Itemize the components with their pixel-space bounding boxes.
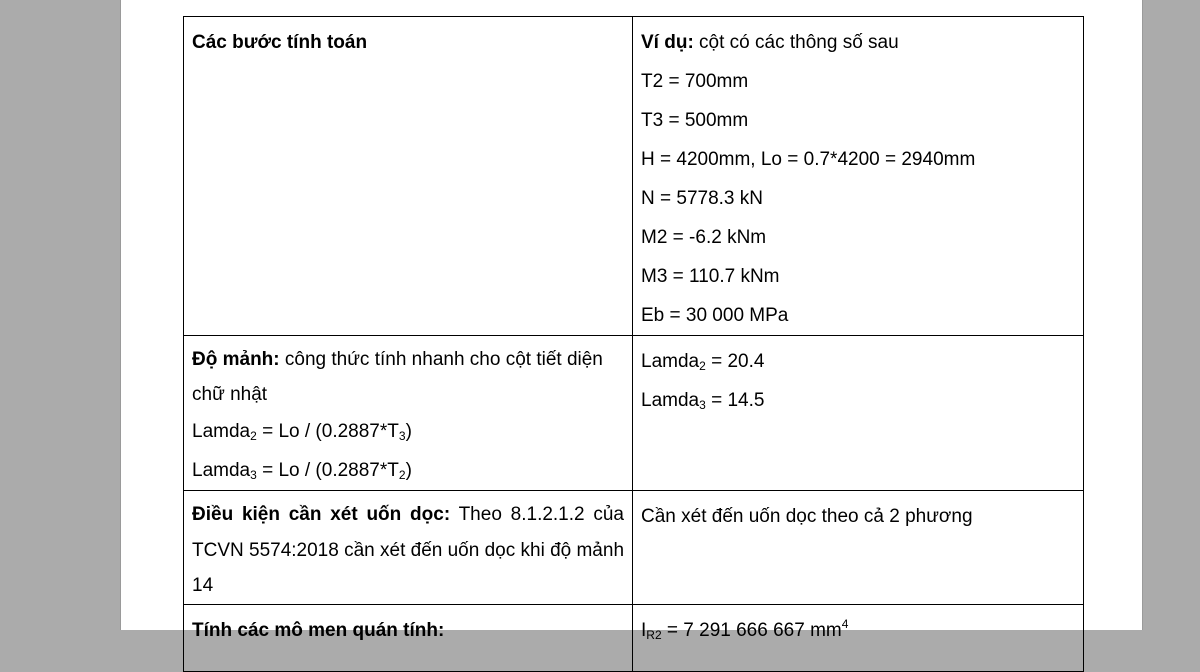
inertia-text: = 7 291 666 667 mm xyxy=(661,619,842,641)
buckling-result-cell xyxy=(633,491,1084,605)
inertia-subscript: R2 xyxy=(646,627,662,642)
param-t3: T3 = 500mm xyxy=(641,110,749,131)
formula-text: = Lo / (0.2887*T xyxy=(256,421,399,442)
formula-subscript: 3 xyxy=(250,468,257,482)
param-h-lo: H = 4200mm, Lo = 0.7*4200 = 2940mm xyxy=(641,149,976,170)
formula-text: ) xyxy=(405,460,412,481)
slenderness-cell xyxy=(184,336,633,491)
result-text: Lamda xyxy=(641,351,700,372)
param-m3: M3 = 110.7 kNm xyxy=(641,266,780,287)
buckling-result: Cần xét đến uốn dọc theo cả 2 phương xyxy=(641,506,973,527)
formula-lamda2 xyxy=(192,412,624,451)
example-intro-text: cột có các thông số sau xyxy=(693,32,899,53)
result-lamda3 xyxy=(641,381,1075,420)
formula-subscript: 2 xyxy=(398,468,406,482)
result-text: = 20.4 xyxy=(705,351,765,372)
buckling-heading: Điều kiện cần xét uốn dọc: xyxy=(192,504,451,525)
result-text: = 14.5 xyxy=(705,390,765,411)
slenderness-heading: Độ mảnh: xyxy=(192,349,280,370)
param-n: N = 5778.3 kN xyxy=(641,188,763,209)
steps-header-cell xyxy=(184,17,633,336)
slenderness-result-cell xyxy=(633,336,1084,491)
formula-lamda3 xyxy=(192,451,624,490)
result-subscript: 3 xyxy=(699,398,706,412)
inertia-cell xyxy=(184,604,633,671)
calculation-table xyxy=(183,16,1084,672)
inertia-ir2 xyxy=(641,611,1075,650)
result-lamda2 xyxy=(641,342,1075,381)
formula-subscript: 2 xyxy=(250,429,257,443)
buckling-text: Theo 8.1.2.1.2 của TCVN 5574:2018 cần xét đến uốn dọc khi độ mảnh 14 xyxy=(192,504,625,596)
slenderness-description xyxy=(192,342,624,412)
formula-text: ) xyxy=(405,421,412,442)
table-row xyxy=(184,491,1084,605)
param-eb: Eb = 30 000 MPa xyxy=(641,305,789,326)
param-t2: T2 = 700mm xyxy=(641,71,749,92)
table-row xyxy=(184,336,1084,491)
buckling-condition-text xyxy=(192,497,624,604)
formula-text: Lamda xyxy=(192,421,251,442)
inertia-text: I xyxy=(641,619,647,641)
result-subscript: 2 xyxy=(699,359,706,373)
slenderness-text: công thức tính nhanh cho cột tiết diện chữ nhật xyxy=(192,349,603,405)
result-text: Lamda xyxy=(641,390,700,411)
formula-subscript: 3 xyxy=(398,429,406,443)
steps-heading: Các bước tính toán xyxy=(192,32,368,53)
document-page xyxy=(120,0,1143,642)
example-intro xyxy=(641,23,1075,62)
example-heading: Ví dụ: xyxy=(641,32,694,53)
inertia-superscript: 4 xyxy=(841,616,849,631)
formula-text: Lamda xyxy=(192,460,251,481)
inertia-heading: Tính các mô men quán tính: xyxy=(192,619,445,641)
table-row xyxy=(184,604,1084,671)
table-row xyxy=(184,17,1084,336)
formula-text: = Lo / (0.2887*T xyxy=(256,460,399,481)
inertia-result-cell xyxy=(633,604,1084,671)
example-cell xyxy=(633,17,1084,336)
param-m2: M2 = -6.2 kNm xyxy=(641,227,767,248)
buckling-condition-cell xyxy=(184,491,633,605)
